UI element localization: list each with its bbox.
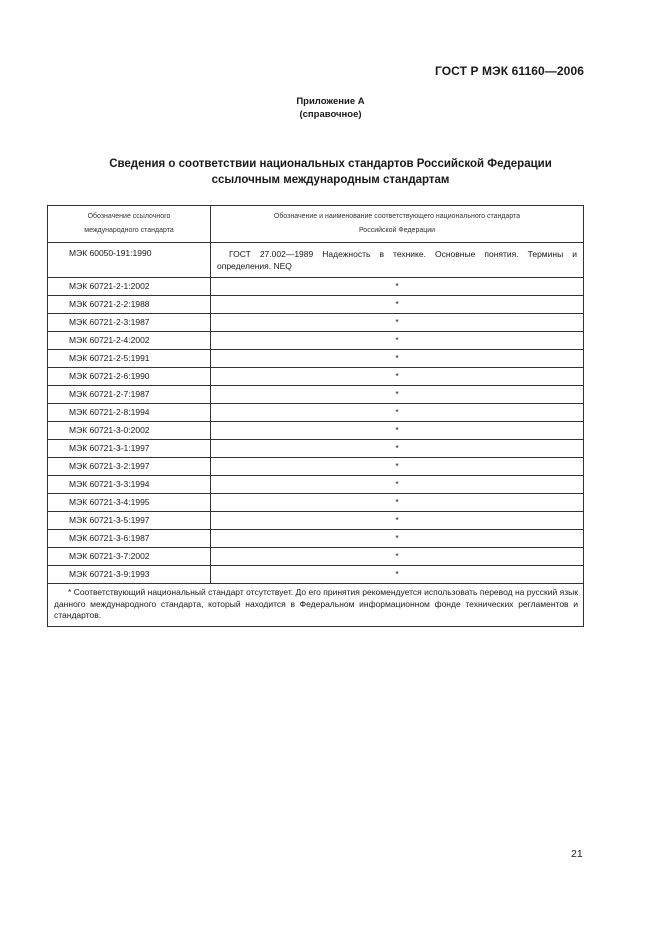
national-standard-cell: * [211,404,584,422]
footnote: * Соответствующий национальный стандарт отсутствует. До его принятия рекомендуется использовать перевод на русский язык данного международного стандарта, который находится в Федеральном информационном фонде технических регламентов и стандартов. [48,584,584,627]
national-standard-cell: * [211,548,584,566]
header-col2-line2: Российской Федерации [358,227,436,234]
table-row [48,278,584,296]
international-standard-cell: МЭК 60721-3-0:2002 [48,422,211,440]
footnote-row [48,584,584,627]
international-standard-cell: МЭК 60721-3-7:2002 [48,548,211,566]
table-header-row [48,206,584,243]
table-row [48,476,584,494]
header-national-standard [211,206,584,243]
national-standard-cell: * [211,512,584,530]
national-standard-cell: * [211,476,584,494]
table-row [48,458,584,476]
table-row [48,296,584,314]
correspondence-table [47,205,584,627]
national-standard-cell: ГОСТ 27.002—1989 Надежность в технике. Основные понятия. Термины и определения. NEQ [211,243,584,278]
national-standard-cell: * [211,368,584,386]
main-title-line-2: ссылочным международным стандартам [211,174,450,186]
header-col1-line2: международного стандарта [84,227,174,234]
table-row [48,404,584,422]
national-standard-cell: * [211,440,584,458]
annex-title: Приложение А [296,96,365,107]
main-title [60,156,601,188]
international-standard-cell: МЭК 60721-3-9:1993 [48,566,211,584]
table-row [48,350,584,368]
table-row [48,422,584,440]
national-standard-cell: * [211,494,584,512]
table-row [48,530,584,548]
national-standard-cell: * [211,566,584,584]
table-row [48,548,584,566]
national-standard-cell: * [211,332,584,350]
international-standard-cell: МЭК 60721-3-2:1997 [48,458,211,476]
table-row [48,332,584,350]
international-standard-cell: МЭК 60721-2-1:2002 [48,278,211,296]
international-standard-cell: МЭК 60721-3-1:1997 [48,440,211,458]
international-standard-cell: МЭК 60721-3-4:1995 [48,494,211,512]
table-row [48,440,584,458]
national-standard-cell: * [211,422,584,440]
header-international-standard [48,206,211,243]
header-col1-line1: Обозначение ссылочного [87,213,171,220]
national-standard-cell: * [211,458,584,476]
table-row [48,386,584,404]
international-standard-cell: МЭК 60721-2-6:1990 [48,368,211,386]
national-standard-cell: * [211,314,584,332]
table-row [48,368,584,386]
page-number: 21 [571,848,583,860]
table-row [48,566,584,584]
international-standard-cell: МЭК 60721-3-3:1994 [48,476,211,494]
international-standard-cell: МЭК 60721-3-5:1997 [48,512,211,530]
main-title-line-1: Сведения о соответствии национальных стандартов Российской Федерации [109,158,552,170]
header-col2-line1: Обозначение и наименование соответствующего национального стандарта [273,213,521,220]
national-standard-cell: * [211,530,584,548]
table-row [48,314,584,332]
international-standard-cell: МЭК 60721-2-5:1991 [48,350,211,368]
national-standard-cell: * [211,278,584,296]
national-standard-cell: * [211,386,584,404]
international-standard-cell: МЭК 60721-2-3:1987 [48,314,211,332]
international-standard-cell: МЭК 60721-2-2:1988 [48,296,211,314]
international-standard-cell: МЭК 60050-191:1990 [48,243,211,278]
table-row [48,512,584,530]
international-standard-cell: МЭК 60721-3-6:1987 [48,530,211,548]
international-standard-cell: МЭК 60721-2-4:2002 [48,332,211,350]
national-standard-cell: * [211,296,584,314]
national-standard-cell: * [211,350,584,368]
international-standard-cell: МЭК 60721-2-7:1987 [48,386,211,404]
table-row [48,243,584,278]
annex-subtitle: (справочное) [299,109,362,120]
table-row [48,494,584,512]
document-code: ГОСТ Р МЭК 61160—2006 [434,64,584,78]
international-standard-cell: МЭК 60721-2-8:1994 [48,404,211,422]
